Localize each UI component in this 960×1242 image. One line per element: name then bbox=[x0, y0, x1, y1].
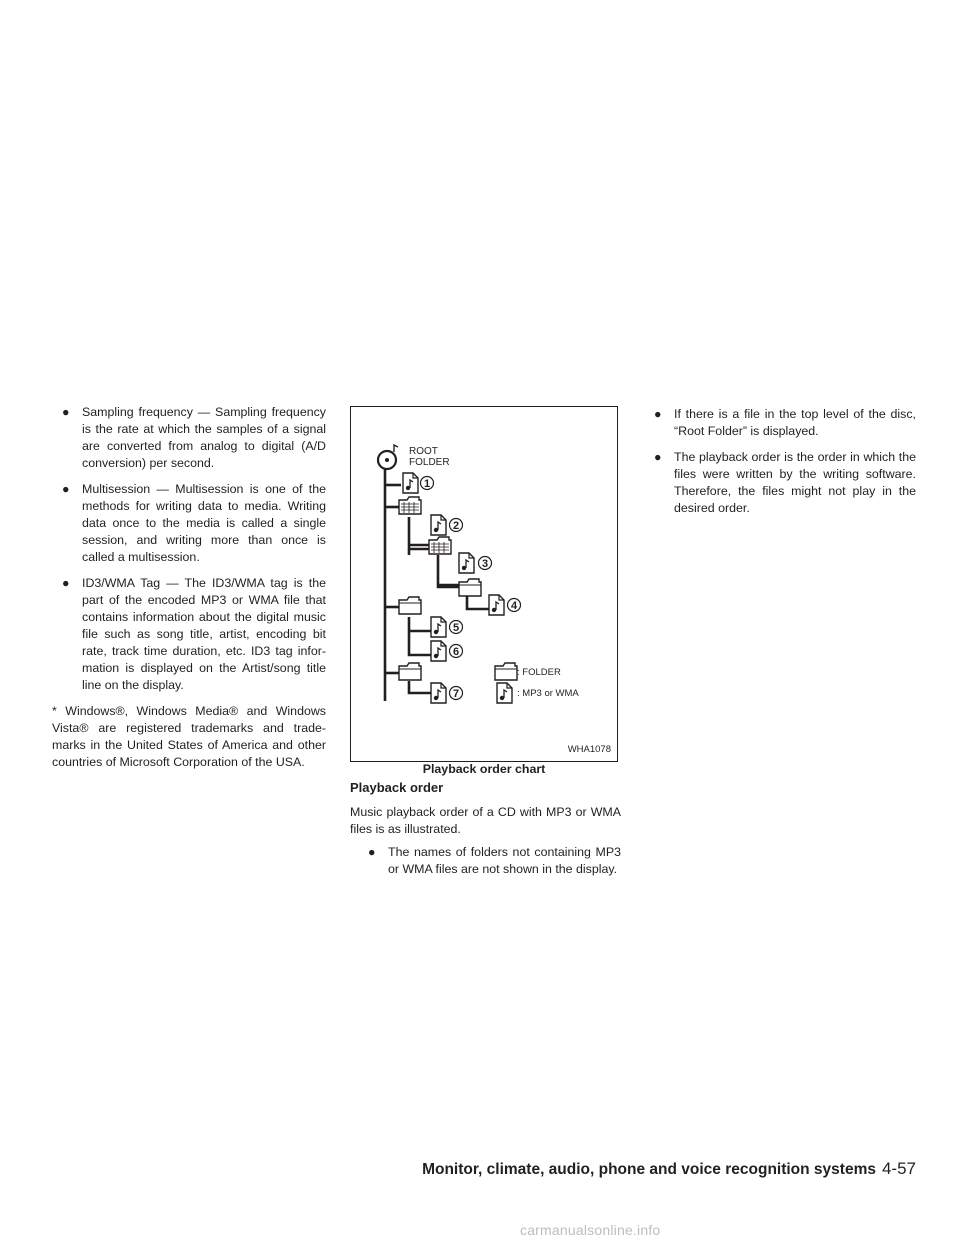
bullet-text: The playback order is the order in which the files were written by the writing software. Therefore, the files might not play in the desired order. bbox=[674, 450, 916, 515]
disc-icon bbox=[378, 445, 398, 469]
middle-column bbox=[350, 406, 621, 887]
mp3-file-icon bbox=[431, 515, 446, 535]
track-badge-1 bbox=[421, 477, 434, 491]
folder-icon bbox=[399, 663, 421, 680]
mp3-file-icon bbox=[431, 641, 446, 661]
folder-icon bbox=[399, 597, 421, 614]
section-heading: Playback order bbox=[350, 780, 444, 795]
bullet-folder-names bbox=[350, 844, 621, 878]
watermark: carmanualsonline.info bbox=[520, 1222, 661, 1238]
bullet-icon: ● bbox=[62, 405, 70, 419]
bullet-text: The names of folders not containing MP3 or WMA files are not shown in the display. bbox=[388, 845, 621, 876]
page-number: 4-57 bbox=[881, 1159, 916, 1178]
svg-text:6: 6 bbox=[452, 646, 460, 658]
track-badge-5 bbox=[450, 621, 463, 635]
page-footer bbox=[422, 1159, 916, 1179]
track-badge-3 bbox=[479, 557, 492, 571]
mp3-file-icon bbox=[431, 683, 446, 703]
trademark-note: * Windows®, Windows Media® and Windows Vista® are registered trademarks and trade-marks in the United States of America and other countries of Microsoft Corporation of the USA. bbox=[52, 704, 326, 769]
bullet-icon: ● bbox=[62, 576, 70, 590]
right-column bbox=[644, 406, 916, 526]
bullet-multisession bbox=[52, 481, 326, 566]
mp3-file-icon bbox=[403, 473, 418, 493]
legend-folder-icon bbox=[495, 663, 517, 680]
legend-file-icon bbox=[497, 683, 512, 703]
track-badge-6 bbox=[450, 645, 463, 659]
folder-icon bbox=[459, 579, 481, 596]
svg-text:7: 7 bbox=[452, 688, 460, 700]
footer-section-title: Monitor, climate, audio, phone and voice recognition systems bbox=[422, 1161, 876, 1178]
root-label-line1: ROOT bbox=[409, 446, 438, 457]
left-column bbox=[52, 404, 326, 771]
bullet-icon: ● bbox=[654, 450, 662, 464]
bullet-playback-order bbox=[644, 449, 916, 517]
bullet-icon: ● bbox=[368, 845, 376, 859]
bullet-id3-wma-tag bbox=[52, 575, 326, 694]
track-badge-4 bbox=[508, 599, 521, 613]
bullet-root-folder bbox=[644, 406, 916, 440]
figure-code: WHA1078 bbox=[567, 744, 611, 755]
bullet-sampling-frequency bbox=[52, 404, 326, 472]
bullet-text: Multisession — Multisession is one of the methods for writing data to media. Writing data once to the media is called a single session, and writing more than once is called a multisession. bbox=[82, 482, 326, 564]
mp3-file-icon bbox=[431, 617, 446, 637]
legend-folder-label: : FOLDER bbox=[517, 667, 561, 678]
playback-order-figure bbox=[350, 406, 618, 762]
folder-icon bbox=[429, 537, 451, 554]
playback-tree-diagram bbox=[351, 407, 617, 761]
bullet-text: ID3/WMA Tag — The ID3/WMA tag is the part of the encoded MP3 or WMA file that contains information about the digital music file such as song title, artist, encoding bit rate, track time duration, etc. ID3 tag infor-mation is displayed on the Artist/song title line on the display. bbox=[82, 576, 326, 692]
track-badge-2 bbox=[450, 519, 463, 533]
root-label-line2: FOLDER bbox=[409, 457, 450, 468]
folder-icon bbox=[399, 497, 421, 514]
svg-text:3: 3 bbox=[481, 558, 489, 570]
svg-text:4: 4 bbox=[510, 600, 518, 612]
svg-text:1: 1 bbox=[423, 478, 431, 490]
legend-file-label: : MP3 or WMA bbox=[517, 688, 579, 699]
bullet-icon: ● bbox=[62, 482, 70, 496]
mp3-file-icon bbox=[459, 553, 474, 573]
intro-paragraph: Music playback order of a CD with MP3 or WMA files is as illustrated. bbox=[350, 805, 621, 836]
svg-text:5: 5 bbox=[452, 622, 460, 634]
svg-text:2: 2 bbox=[452, 520, 460, 532]
bullet-icon: ● bbox=[654, 407, 662, 421]
bullet-text: If there is a file in the top level of the disc, “Root Folder” is displayed. bbox=[674, 407, 916, 438]
bullet-text: Sampling frequency — Sampling frequency is the rate at which the samples of a signal are converted from analog to digital (A/D conversion) per second. bbox=[82, 405, 326, 470]
figure-caption: Playback order chart bbox=[422, 762, 546, 776]
mp3-file-icon bbox=[489, 595, 504, 615]
track-badge-7 bbox=[450, 687, 463, 701]
